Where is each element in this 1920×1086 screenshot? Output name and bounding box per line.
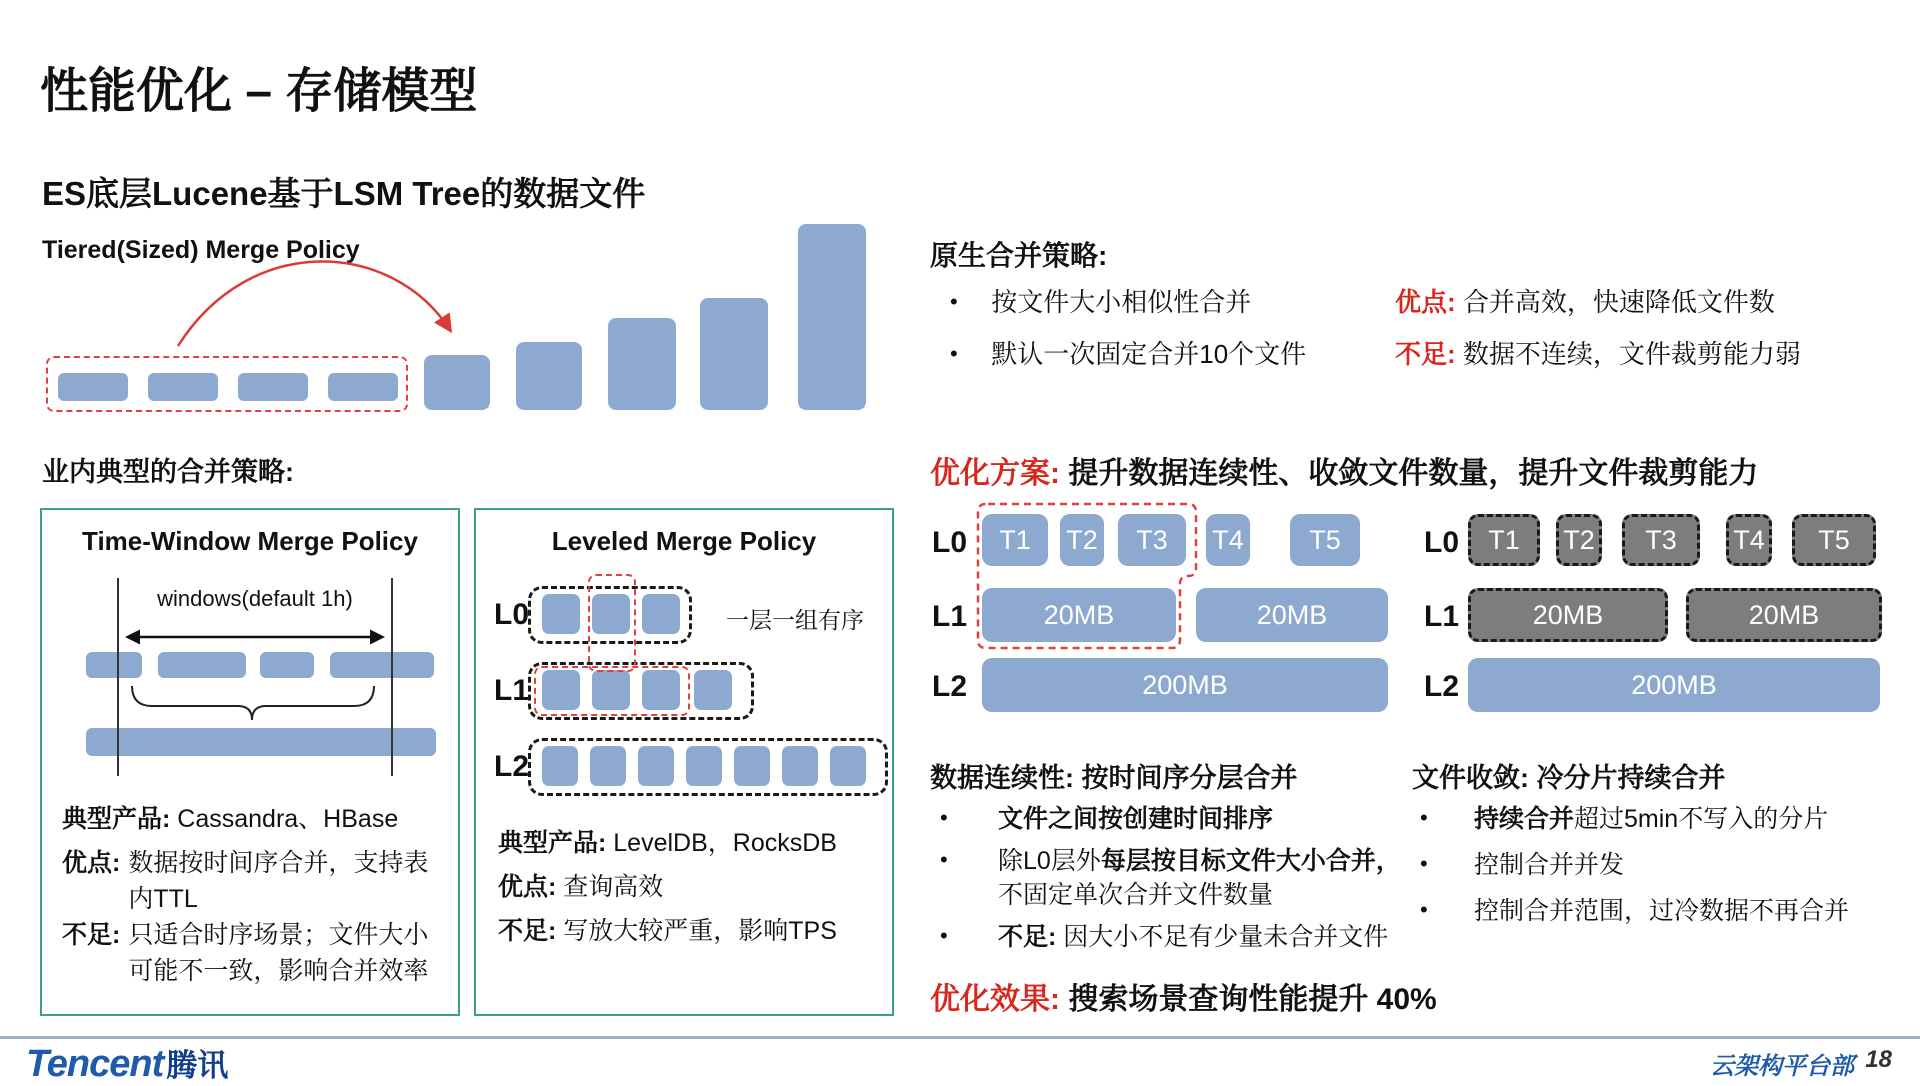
window-duration-label: windows(default 1h) <box>157 586 353 611</box>
footer-divider <box>0 1036 1920 1039</box>
pros-label: 优点: <box>1395 287 1456 317</box>
l0-block-t5: T5 <box>1290 514 1360 566</box>
native-policy-header: 原生合并策略: <box>930 240 1108 271</box>
native-bullet-1-text: 按文件大小相似性合并 <box>991 287 1252 317</box>
level-label: L2 <box>1424 670 1460 703</box>
l1-block-20mb: 20MB <box>1196 588 1388 642</box>
convergence-bullet-3-text: 控制合并范围，过冷数据不再合并 <box>1474 897 1850 925</box>
cons-value: 写放大较严重，影响TPS <box>563 917 837 945</box>
convergence-header: 文件收敛: 冷分片持续合并 <box>1412 763 1726 793</box>
pros-value: 数据按时间序合并，支持表内TTL <box>128 849 429 913</box>
level-label: L0 <box>932 526 968 559</box>
l2-block-200mb: 200MB <box>982 658 1388 712</box>
native-cons <box>1395 334 1801 371</box>
segment-bar <box>86 652 142 678</box>
pros-value: 合并高效，快速降低文件数 <box>1462 287 1775 317</box>
result-text: 搜索场景查询性能提升 40% <box>1068 983 1437 1016</box>
l0-block-t5: T5 <box>1792 514 1876 566</box>
tiered-policy-label: Tiered(Sized) Merge Policy <box>42 236 360 264</box>
brand-cn: 腾讯 <box>166 1048 229 1083</box>
l1-block-20mb: 20MB <box>1686 588 1882 642</box>
segment-bar <box>58 373 128 401</box>
cons-label: 不足: <box>498 917 557 945</box>
leveled-title: Leveled Merge Policy <box>551 526 817 556</box>
l0-block-t4: T4 <box>1726 514 1772 566</box>
convergence-bullet-3 <box>1420 894 1849 930</box>
pros-label: 优点: <box>62 849 121 877</box>
cons-value: 只适合时序场景；文件大小可能不一致，影响合并效率 <box>128 921 429 985</box>
level-label: L2 <box>494 750 530 783</box>
merged-segment-bar <box>86 728 436 756</box>
level-label: L0 <box>494 598 530 631</box>
bullet-dot: • <box>1420 897 1428 922</box>
products-value: LevelDB，RocksDB <box>613 829 837 857</box>
continuity-bullet-2 <box>940 844 1401 880</box>
segment-bar <box>148 373 218 401</box>
optimization-plan <box>930 448 1758 492</box>
convergence-bullet-2 <box>1420 848 1624 884</box>
bullet-dot: • <box>1420 851 1428 876</box>
segment-bar <box>260 652 314 678</box>
segment-bar <box>238 373 308 401</box>
l1-block-20mb: 20MB <box>1468 588 1668 642</box>
bullet-dot: • <box>950 341 958 366</box>
section-subtitle: ES底层Lucene基于LSM Tree的数据文件 <box>42 175 646 212</box>
convergence-bullet-1-text: 超过5min不写入的分片 <box>1574 805 1829 833</box>
time-window-cons <box>62 918 433 989</box>
plan-text: 提升数据连续性、收敛文件数量，提升文件裁剪能力 <box>1068 457 1759 490</box>
optimization-result <box>930 974 1437 1018</box>
brand-en: Tencent <box>26 1043 164 1085</box>
continuity-bullet-1 <box>940 802 1273 838</box>
level-label: L2 <box>932 670 968 703</box>
products-label: 典型产品: <box>62 805 171 833</box>
l0-block-t1: T1 <box>982 514 1048 566</box>
l2-block-200mb: 200MB <box>1468 658 1880 712</box>
continuity-bullet-2-line2: 不固定单次合并文件数量 <box>998 881 1274 909</box>
result-label: 优化效果: <box>930 983 1060 1016</box>
pros-label: 优点: <box>498 873 557 901</box>
continuity-bullet-3 <box>940 920 1388 956</box>
file-square <box>734 746 770 786</box>
level-label: L1 <box>1424 600 1460 633</box>
segment-bar <box>424 355 490 410</box>
continuity-header: 数据连续性: 按时间序分层合并 <box>930 763 1298 793</box>
l1-block-20mb: 20MB <box>982 588 1176 642</box>
level-label: L1 <box>494 674 530 707</box>
level-label: L0 <box>1424 526 1460 559</box>
convergence-bullet-1 <box>1420 802 1828 838</box>
compaction-selection-outline <box>534 666 690 716</box>
leveled-note: 一层一组有序 <box>726 607 864 633</box>
cons-value: 数据不连续，文件裁剪能力弱 <box>1462 339 1801 369</box>
segment-bar <box>330 652 434 678</box>
pros-value: 查询高效 <box>563 873 664 901</box>
native-pros <box>1395 282 1775 319</box>
cons-label: 不足: <box>1395 339 1456 369</box>
continuity-bullet-3-text: 因大小不足有少量未合并文件 <box>1063 923 1389 951</box>
file-square <box>694 670 732 710</box>
native-bullet-1 <box>950 282 1251 319</box>
bullet-dot: • <box>950 289 958 314</box>
time-window-pros <box>62 846 433 917</box>
convergence-bullet-1-bold: 持续合并 <box>1474 805 1575 833</box>
plan-label: 优化方案: <box>930 457 1060 490</box>
l0-block-t2: T2 <box>1556 514 1602 566</box>
products-label: 典型产品: <box>498 829 607 857</box>
time-window-title: Time-Window Merge Policy <box>82 526 418 556</box>
bullet-dot: • <box>940 805 948 830</box>
native-bullet-2 <box>950 334 1306 371</box>
segment-bar <box>700 298 768 410</box>
l0-block-t3: T3 <box>1622 514 1700 566</box>
leveled-cons <box>498 914 837 950</box>
level-label: L1 <box>932 600 968 633</box>
time-window-products <box>62 802 398 838</box>
segment-bar <box>798 224 866 410</box>
segment-bar <box>516 342 582 410</box>
file-square <box>830 746 866 786</box>
segment-bar <box>328 373 398 401</box>
l0-block-t1: T1 <box>1468 514 1540 566</box>
file-square <box>542 746 578 786</box>
industry-policies-header: 业内典型的合并策略: <box>42 457 294 487</box>
l0-block-t4: T4 <box>1206 514 1250 566</box>
compaction-selection-outline <box>588 574 636 672</box>
file-square <box>638 746 674 786</box>
segment-bar <box>608 318 676 410</box>
products-value: Cassandra、HBase <box>177 805 399 833</box>
continuity-bullet-2-bold: 每层按目标文件大小合并， <box>1100 847 1401 875</box>
bullet-dot: • <box>940 923 948 948</box>
file-square <box>642 594 680 634</box>
l0-block-t2: T2 <box>1060 514 1104 566</box>
native-bullet-2-text: 默认一次固定合并10个文件 <box>991 339 1307 369</box>
segment-bar <box>158 652 246 678</box>
cons-label: 不足: <box>998 923 1057 951</box>
leveled-products <box>498 826 837 862</box>
tencent-logo <box>26 1040 228 1086</box>
leveled-pros <box>498 870 663 906</box>
l0-block-t3: T3 <box>1118 514 1186 566</box>
cons-label: 不足: <box>62 921 121 949</box>
merge-arrow-icon <box>178 261 450 346</box>
page-number: 18 <box>1865 1046 1892 1073</box>
file-square <box>542 594 580 634</box>
file-square <box>782 746 818 786</box>
bullet-dot: • <box>1420 805 1428 830</box>
continuity-bullet-2-pre: 除L0层外 <box>998 847 1101 875</box>
department-label: 云架构平台部 <box>1710 1053 1854 1080</box>
convergence-bullet-2-text: 控制合并并发 <box>1474 851 1625 879</box>
page-title: 性能优化 – 存储模型 <box>40 65 478 118</box>
continuity-bullet-1-text: 文件之间按创建时间排序 <box>998 805 1274 833</box>
bullet-dot: • <box>940 847 948 872</box>
file-square <box>590 746 626 786</box>
file-square <box>686 746 722 786</box>
